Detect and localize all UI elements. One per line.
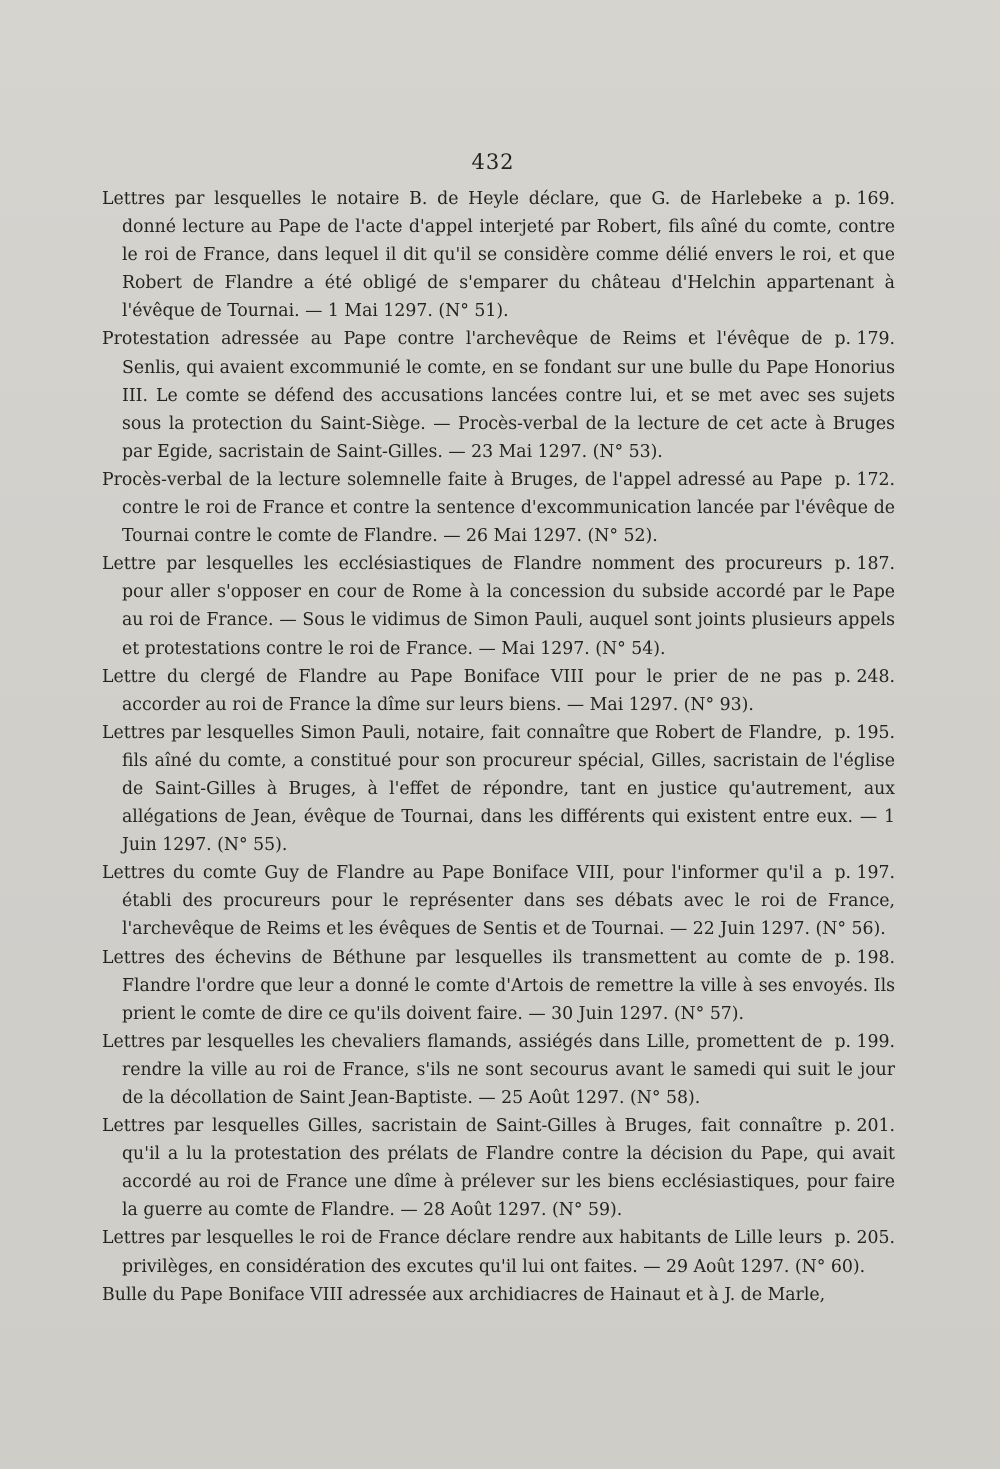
list-item	[102, 1028, 895, 1112]
list-item	[102, 719, 895, 859]
entry-text: Lettre par lesquelles les ecclésiastiques de Flandre nomment des procureurs pour aller s'opposer en cour de Rome à la concession du subside accordé par le Pape au roi de France. — Sous le vidimus de Simon Pauli, auquel sont joints plusieurs appels et protestations contre le roi de France. — Mai 1297. (N° 54).	[102, 554, 895, 659]
entry-text: Lettres du comte Guy de Flandre au Pape Boniface VIII, pour l'informer qu'il a établi des procureurs pour le représenter dans ses débats avec le roi de France, l'archevêque de Reims et les évêques de Sentis et de Tournai. — 22 Juin 1297. (N° 56).	[102, 863, 895, 940]
list-item	[102, 663, 895, 719]
list-item	[102, 325, 895, 465]
entry-text: Lettres par lesquelles Gilles, sacristain de Saint-Gilles à Bruges, fait connaître qu'il a lu la protestation des prélats de Flandre contre la décision du Pape, qui avait accordé au roi de France une dîme à prélever sur les biens ecclésiastiques, pour faire la guerre au comte de Flandre. — 28 Août 1297. (N° 59).	[102, 1116, 895, 1221]
page-reference: p. 248.	[834, 666, 895, 687]
list-item	[102, 1112, 895, 1224]
entry-text: Protestation adressée au Pape contre l'archevêque de Reims et l'évêque de Senlis, qui avaient excommunié le comte, en se fondant sur une bulle du Pape Honorius III. Le comte se défend des accusations lancées contre lui, et se met avec ses sujets sous la protection du Saint-Siège. — Procès-verbal de la lecture de cet acte à Bruges par Egide, sacristain de Saint-Gilles. — 23 Mai 1297. (N° 53).	[102, 329, 895, 462]
page-reference: p. 195.	[834, 722, 895, 743]
list-item	[102, 944, 895, 1028]
page-reference: p. 169.	[834, 189, 895, 209]
entry-text: Bulle du Pape Boniface VIII adressée aux archidiacres de Hainaut et à J. de Marle,	[102, 1284, 826, 1305]
page-reference: p. 199.	[834, 1031, 895, 1052]
page-reference: p. 172.	[834, 469, 895, 490]
page-reference: p. 187.	[834, 554, 895, 575]
page-reference: p. 205.	[834, 1228, 895, 1249]
entry-text: Lettres par lesquelles le roi de France déclare rendre aux habitants de Lille leurs privilèges, en considération des excutes qu'il lui ont faites. — 29 Août 1297. (N° 60).	[102, 1228, 866, 1277]
entry-text: Lettre du clergé de Flandre au Pape Boniface VIII pour le prier de ne pas accorder au roi de France la dîme sur leurs biens. — Mai 1297. (N° 93).	[102, 666, 823, 715]
page-reference: p. 197.	[834, 863, 895, 884]
list-item	[102, 1224, 895, 1280]
list-item	[102, 466, 895, 550]
list-item	[102, 1281, 895, 1309]
list-item	[102, 550, 895, 662]
page-reference: p. 198.	[834, 947, 895, 968]
page-reference: p. 201.	[834, 1116, 895, 1137]
page-reference: p. 179.	[834, 329, 895, 350]
entry-text: Lettres par lesquelles les chevaliers flamands, assiégés dans Lille, promettent de rendre la ville au roi de France, s'ils ne sont secourus avant le samedi qui suit le jour de la décollation de Saint Jean-Baptiste. — 25 Août 1297. (N° 58).	[102, 1031, 895, 1108]
entry-text: Lettres par lesquelles Simon Pauli, notaire, fait connaître que Robert de Flandre, fils aîné du comte, a constitué pour son procureur spécial, Gilles, sacristain de l'église de Saint-Gilles à Bruges, à l'effet de répondre, tant en justice qu'autrement, aux allégations de Jean, évêque de Tournai, dans les différents qui existent entre eux. — 1 Juin 1297. (N° 55).	[102, 722, 895, 856]
list-item	[102, 185, 895, 325]
entry-text: Lettres par lesquelles le notaire B. de Heyle déclare, que G. de Harlebeke a donné lecture au Pape de l'acte d'appel interjeté par Robert, fils aîné du comte, contre le roi de France, dans lequel il dit qu'il se considère comme délié envers le roi, et que Robert de Flandre a été obligé de s'emparer du château d'Helchin appartenant à l'évêque de Tournai. — 1 Mai 1297. (N° 51).	[102, 189, 895, 322]
entry-list	[102, 185, 895, 1309]
page-number: 432	[471, 150, 515, 174]
entry-text: Procès-verbal de la lecture solemnelle faite à Bruges, de l'appel adressé au Pape contre le roi de France et contre la sentence d'excommunication lancée par l'évêque de Tournai contre le comte de Flandre. — 26 Mai 1297. (N° 52).	[102, 469, 895, 547]
list-item	[102, 859, 895, 943]
entry-text: Lettres des échevins de Béthune par lesquelles ils transmettent au comte de Flandre l'ordre que leur a donné le comte d'Artois de remettre la ville à ses envoyés. Ils prient le comte de dire ce qu'ils doivent faire. — 30 Juin 1297. (N° 57).	[102, 947, 895, 1024]
